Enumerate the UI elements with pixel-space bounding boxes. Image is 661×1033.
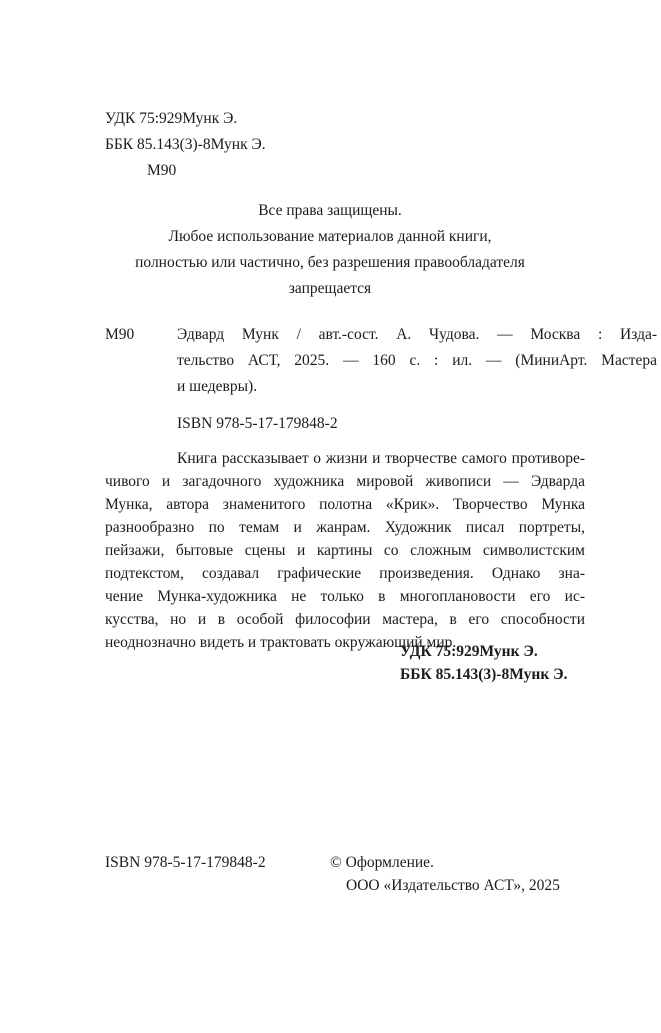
annotation-line: подтекстом, создавал графические произведения. Однако зна-	[105, 565, 585, 582]
rights-notice-line: запрещается	[288, 280, 372, 297]
annotation-line: Мунка, автора знаменитого полотна «Крик». Творчество Мунка	[105, 496, 585, 513]
udk-code-bold: УДК 75:929Мунк Э.	[400, 643, 538, 660]
annotation-line: неоднозначно видеть и трактовать окружающий мир.	[105, 634, 457, 651]
annotation-line: Книга рассказывает о жизни и творчестве самого противоре-	[177, 450, 585, 467]
copyright-publisher: ООО «Издательство АСТ», 2025	[346, 877, 560, 894]
rights-notice	[100, 200, 560, 299]
footer-isbn: ISBN 978-5-17-179848-2	[105, 854, 266, 871]
copyright-design: © Оформление.	[330, 854, 434, 871]
rights-notice-line: Все права защищены.	[258, 202, 402, 219]
annotation-line: разнообразно по темам и жанрам. Художник писал портреты,	[105, 519, 585, 536]
biblio-isbn: ISBN 978-5-17-179848-2	[177, 415, 338, 432]
author-mark: М90	[147, 162, 177, 179]
biblio-line: и шедевры).	[177, 378, 258, 395]
rights-notice-line: полностью или частично, без разрешения правообладателя	[135, 254, 525, 271]
bbk-code: ББК 85.143(3)-8Мунк Э.	[105, 136, 266, 153]
biblio-index: М90	[105, 326, 135, 343]
annotation-line: чение Мунка-художника не только в многоплановости его ис-	[105, 588, 585, 605]
biblio-line: тельство АСТ, 2025. — 160 с. : ил. — (МиниАрт. Мастера	[177, 352, 657, 369]
annotation	[105, 448, 585, 653]
udk-code: УДК 75:929Мунк Э.	[105, 110, 238, 127]
biblio-line: Эдвард Мунк / авт.-сост. А. Чудова. — Москва : Изда-	[177, 326, 657, 343]
annotation-line: кусства, но и в особой философии мастера, в его способности	[105, 611, 585, 628]
biblio-description	[177, 324, 657, 397]
annotation-line: пейзажи, бытовые сцены и картины со сложным символистским	[105, 542, 585, 559]
rights-notice-line: Любое использование материалов данной книги,	[168, 228, 492, 245]
annotation-line: чивого и загадочного художника мировой живописи — Эдварда	[105, 473, 585, 490]
bbk-code-bold: ББК 85.143(3)-8Мунк Э.	[400, 666, 568, 683]
